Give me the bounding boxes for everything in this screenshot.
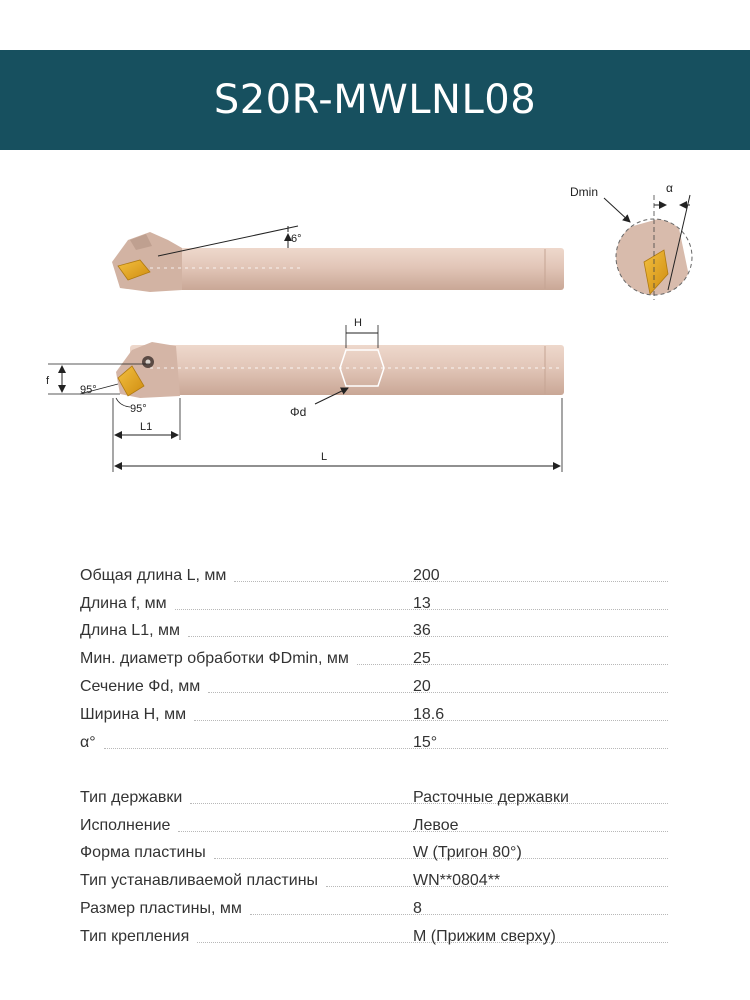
spec-row <box>80 586 680 614</box>
spec-row <box>80 669 680 697</box>
spec-label: Длина f, мм <box>80 594 167 612</box>
spec-value: 18.6 <box>413 705 445 723</box>
angle-6-label: 6° <box>291 233 302 245</box>
spec-row <box>80 891 680 919</box>
specs-main-table <box>80 558 680 753</box>
spec-row <box>80 725 680 753</box>
spec-row <box>80 863 680 891</box>
spec-row <box>80 808 680 836</box>
spec-leader-dots <box>208 692 668 693</box>
spec-row <box>80 919 680 947</box>
spec-leader-dots <box>357 664 668 665</box>
spec-row <box>80 614 680 642</box>
spec-label: Исполнение <box>80 816 171 834</box>
spec-label: Общая длина L, мм <box>80 566 227 584</box>
product-title: S20R-MWLNL08 <box>213 77 537 123</box>
spec-value: 200 <box>413 566 440 584</box>
spec-leader-dots <box>104 748 668 749</box>
spec-label: Размер пластины, мм <box>80 899 242 917</box>
spec-row <box>80 641 680 669</box>
spec-label: Тип устанавливаемой пластины <box>80 872 319 890</box>
phi-d-label: Φd <box>290 405 307 419</box>
title-banner <box>0 50 750 150</box>
spec-row <box>80 558 680 586</box>
alpha-label: α <box>666 181 673 195</box>
specs-extra-table <box>80 780 680 947</box>
h-label: H <box>354 317 362 329</box>
spec-leader-dots <box>250 914 668 915</box>
spec-row <box>80 697 680 725</box>
spec-label: α° <box>80 733 96 751</box>
technical-drawing <box>0 150 750 530</box>
spec-value: W (Тригон 80°) <box>413 844 522 862</box>
detail-circle <box>570 181 694 300</box>
spec-label: Ширина H, мм <box>80 705 187 723</box>
spec-value: 20 <box>413 677 431 695</box>
l-label: L <box>321 451 328 463</box>
spec-label: Мин. диаметр обработки ФDmin, мм <box>80 650 349 668</box>
spec-value: Левое <box>413 816 459 834</box>
side-view-shank <box>112 226 564 292</box>
dmin-label: Dmin <box>570 185 599 199</box>
spec-label: Тип державки <box>80 788 183 806</box>
spec-value: 8 <box>413 899 422 917</box>
spec-value: Расточные державки <box>413 788 569 806</box>
l1-label: L1 <box>140 421 153 433</box>
spec-row <box>80 836 680 864</box>
spec-label: Сечение Фd, мм <box>80 677 201 695</box>
f-label: f <box>46 375 50 387</box>
spec-row <box>80 780 680 808</box>
spec-value: M (Прижим сверху) <box>413 927 556 945</box>
spec-value: 13 <box>413 594 431 612</box>
angle-95b-label: 95° <box>130 403 147 415</box>
angle-95a-label: 95° <box>80 384 97 396</box>
spec-label: Длина L1, мм <box>80 622 180 640</box>
spec-label: Тип крепления <box>80 927 190 945</box>
spec-label: Форма пластины <box>80 844 206 862</box>
top-view-shank <box>46 317 564 472</box>
spec-value: 15° <box>413 733 438 751</box>
spec-leader-dots <box>234 581 668 582</box>
spec-value: WN**0804** <box>413 872 501 890</box>
spec-value: 36 <box>413 622 431 640</box>
spec-value: 25 <box>413 650 431 668</box>
